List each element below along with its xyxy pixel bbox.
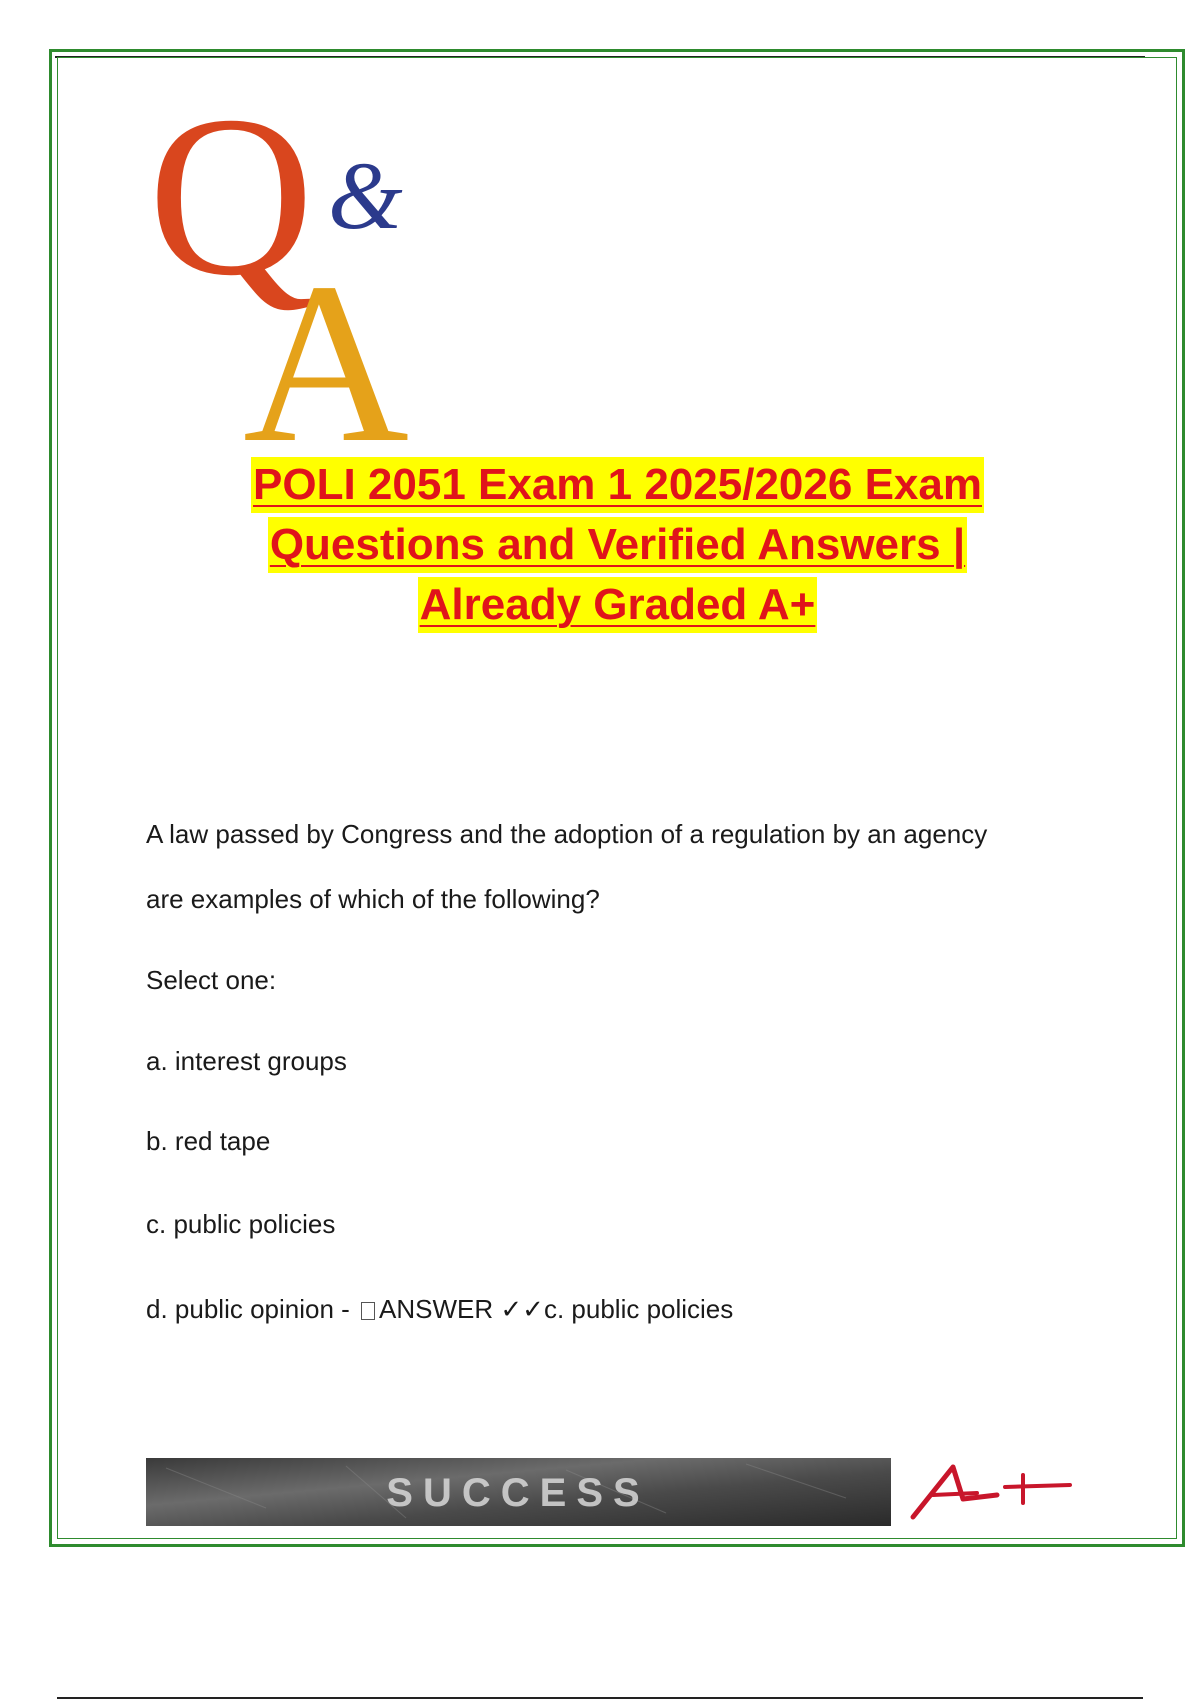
title-line-2: Questions and Verified Answers | bbox=[268, 517, 967, 573]
bottom-rule bbox=[57, 1697, 1143, 1699]
document-title bbox=[120, 455, 1115, 635]
answer-text: ANSWER ✓✓c. public policies bbox=[379, 1294, 734, 1324]
option-a: a. interest groups bbox=[146, 1046, 347, 1076]
question-prompt-line-1: A law passed by Congress and the adoption of a regulation by an agency bbox=[146, 819, 988, 849]
a-plus-mark bbox=[905, 1455, 1075, 1525]
logo-ampersand: & bbox=[328, 142, 403, 249]
logo-letter-a: A bbox=[243, 235, 410, 448]
title-line-3: Already Graded A+ bbox=[418, 577, 818, 633]
option-d: d. public opinion - bbox=[146, 1294, 350, 1324]
select-one-instruction: Select one: bbox=[146, 965, 277, 995]
title-line-1: POLI 2051 Exam 1 2025/2026 Exam bbox=[251, 457, 984, 513]
success-banner bbox=[146, 1458, 891, 1526]
option-d-with-answer bbox=[146, 1293, 733, 1325]
option-c: c. public policies bbox=[146, 1209, 336, 1239]
missing-glyph-icon bbox=[361, 1302, 375, 1320]
qa-logo bbox=[148, 78, 468, 448]
option-b: b. red tape bbox=[146, 1126, 271, 1156]
success-banner-text: SUCCESS bbox=[386, 1471, 650, 1515]
question-prompt-line-2: are examples of which of the following? bbox=[146, 884, 600, 914]
logo-letter-q: Q bbox=[148, 78, 315, 323]
